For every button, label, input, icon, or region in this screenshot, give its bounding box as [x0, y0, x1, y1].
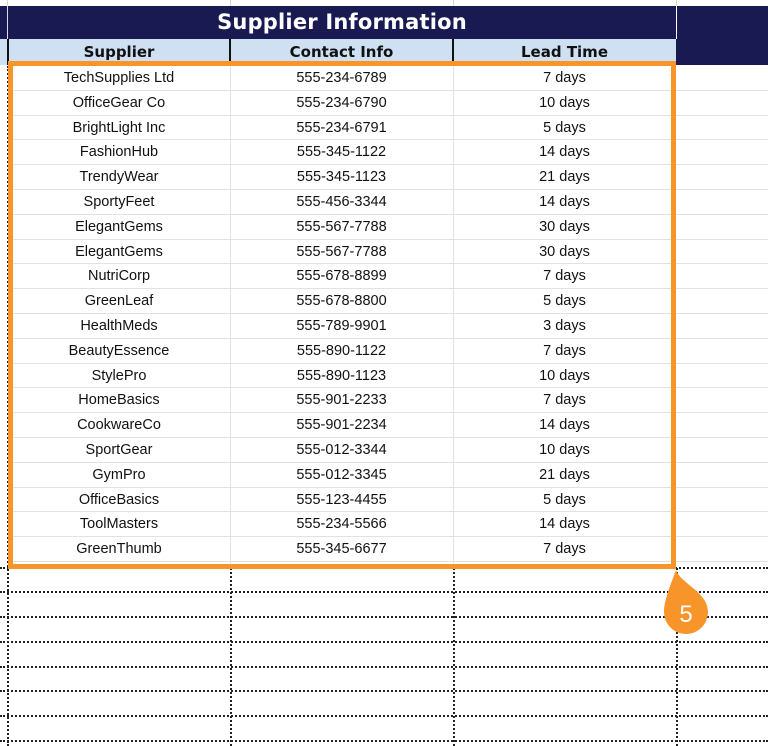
supplier-cell[interactable]: HomeBasics — [78, 392, 160, 409]
supplier-cell[interactable]: BeautyEssence — [68, 342, 170, 359]
lead-time-cell[interactable]: 10 days — [539, 442, 590, 458]
gridline — [0, 567, 768, 569]
gridline — [676, 139, 768, 140]
lead-time-cell[interactable]: 7 days — [543, 70, 586, 86]
table-row — [8, 264, 676, 289]
gridline — [676, 338, 768, 339]
gridline — [0, 690, 768, 692]
column-header-supplier[interactable]: Supplier — [83, 43, 155, 61]
gridline — [230, 568, 232, 746]
gridline — [676, 164, 768, 165]
contact-cell[interactable]: 555-123-4455 — [296, 491, 387, 508]
gridline — [0, 740, 768, 742]
gridline — [676, 189, 768, 190]
gridline — [0, 641, 768, 643]
contact-cell[interactable]: 555-567-7788 — [296, 243, 387, 260]
supplier-cell[interactable]: StylePro — [91, 367, 147, 384]
contact-cell[interactable]: 555-234-6789 — [296, 70, 387, 86]
lead-time-cell[interactable]: 7 days — [543, 342, 586, 359]
supplier-cell[interactable]: HealthMeds — [80, 318, 158, 334]
supplier-cell[interactable]: TrendyWear — [79, 169, 159, 186]
lead-time-cell[interactable]: 5 days — [543, 491, 586, 508]
contact-cell[interactable]: 555-234-6791 — [296, 119, 387, 136]
table-row — [8, 339, 676, 364]
contact-cell[interactable]: 555-678-8800 — [296, 293, 387, 310]
contact-cell[interactable]: 555-789-9901 — [296, 318, 387, 334]
table-row — [8, 488, 676, 513]
supplier-cell[interactable]: SportGear — [85, 442, 153, 458]
lead-time-cell[interactable]: 30 days — [539, 218, 590, 235]
table-row — [8, 240, 676, 265]
gridline — [676, 263, 768, 264]
lead-time-cell[interactable]: 14 days — [539, 417, 590, 434]
table-row — [8, 91, 676, 116]
table-row — [8, 364, 676, 389]
contact-cell[interactable]: 555-345-6677 — [296, 541, 387, 558]
gridline — [0, 715, 768, 717]
supplier-cell[interactable]: ToolMasters — [79, 516, 159, 533]
gridline — [453, 568, 455, 746]
supplier-cell[interactable]: ElegantGems — [75, 243, 163, 260]
supplier-cell[interactable]: GreenLeaf — [84, 293, 154, 310]
gridline — [676, 90, 768, 91]
gridline — [7, 66, 9, 746]
supplier-cell[interactable]: NutriCorp — [87, 268, 151, 285]
divider — [452, 39, 454, 65]
supplier-cell[interactable]: OfficeGear Co — [72, 94, 166, 111]
table-row — [8, 116, 676, 141]
table-row — [8, 289, 676, 314]
gridline — [676, 214, 768, 215]
divider — [229, 39, 231, 65]
contact-cell[interactable]: 555-345-1123 — [296, 169, 387, 186]
gridline — [676, 363, 768, 364]
table-row — [8, 413, 676, 438]
supplier-cell[interactable]: OfficeBasics — [78, 491, 160, 508]
lead-time-cell[interactable]: 10 days — [539, 94, 590, 111]
supplier-cell[interactable]: SportyFeet — [83, 194, 155, 210]
lead-time-cell[interactable]: 7 days — [543, 392, 586, 409]
contact-cell[interactable]: 555-678-8899 — [296, 268, 387, 285]
contact-cell[interactable]: 555-890-1123 — [296, 367, 387, 384]
table-row — [8, 66, 676, 91]
contact-cell[interactable]: 555-901-2234 — [296, 417, 387, 434]
header-fill — [676, 39, 768, 65]
table-row — [8, 537, 676, 562]
table-row — [8, 512, 676, 537]
lead-time-cell[interactable]: 7 days — [543, 541, 586, 558]
gridline — [676, 387, 768, 388]
gridline — [676, 288, 768, 289]
divider — [230, 66, 231, 568]
table-row — [8, 438, 676, 463]
table-row — [8, 190, 676, 215]
table-row — [8, 215, 676, 240]
lead-time-cell[interactable]: 14 days — [539, 194, 590, 210]
table-row — [8, 165, 676, 190]
supplier-cell[interactable]: ElegantGems — [75, 218, 163, 235]
contact-cell[interactable]: 555-012-3344 — [296, 442, 387, 458]
column-header-lead-time[interactable]: Lead Time — [521, 43, 608, 61]
contact-cell[interactable]: 555-234-5566 — [296, 516, 387, 533]
sheet-title[interactable]: Supplier Information — [217, 10, 467, 34]
supplier-cell[interactable]: BrightLight Inc — [72, 119, 166, 136]
lead-time-cell[interactable]: 21 days — [539, 466, 590, 483]
gridline — [0, 591, 768, 593]
table-row — [8, 463, 676, 488]
contact-cell[interactable]: 555-234-6790 — [296, 94, 387, 111]
table-row — [8, 314, 676, 339]
lead-time-cell[interactable]: 5 days — [543, 119, 586, 136]
lead-time-cell[interactable]: 30 days — [539, 243, 590, 260]
contact-cell[interactable]: 555-456-3344 — [296, 194, 387, 210]
divider — [676, 6, 677, 39]
lead-time-cell[interactable]: 7 days — [543, 268, 586, 285]
gridline — [676, 511, 768, 512]
gridline — [0, 666, 768, 668]
gridline — [676, 462, 768, 463]
column-header-contact-info[interactable]: Contact Info — [289, 43, 394, 61]
step-badge — [663, 570, 709, 636]
supplier-cell[interactable]: GreenThumb — [76, 541, 162, 558]
lead-time-cell[interactable]: 10 days — [539, 367, 590, 384]
lead-time-cell[interactable]: 5 days — [543, 293, 586, 310]
gridline — [676, 561, 768, 562]
lead-time-cell[interactable]: 14 days — [539, 516, 590, 533]
gridline — [676, 536, 768, 537]
table-row — [8, 140, 676, 165]
lead-time-cell[interactable]: 14 days — [539, 144, 590, 161]
table-row — [8, 388, 676, 413]
contact-cell[interactable]: 555-890-1122 — [296, 342, 387, 359]
divider — [7, 39, 9, 65]
teardrop-marker-icon — [663, 570, 709, 636]
gridline — [676, 487, 768, 488]
gridline — [676, 313, 768, 314]
divider — [453, 66, 454, 568]
supplier-cell[interactable]: TechSupplies Ltd — [63, 70, 175, 86]
gridline — [676, 115, 768, 116]
supplier-cell[interactable]: GymPro — [92, 466, 146, 483]
gridline — [676, 437, 768, 438]
contact-cell[interactable]: 555-345-1122 — [296, 144, 387, 161]
lead-time-cell[interactable]: 21 days — [539, 169, 590, 186]
gridline — [676, 412, 768, 413]
supplier-cell[interactable]: CookwareCo — [77, 417, 161, 434]
gridline — [676, 239, 768, 240]
gridline — [0, 616, 768, 618]
contact-cell[interactable]: 555-901-2233 — [296, 392, 387, 409]
contact-cell[interactable]: 555-567-7788 — [296, 218, 387, 235]
lead-time-cell[interactable]: 3 days — [543, 318, 586, 334]
supplier-cell[interactable]: FashionHub — [79, 144, 159, 161]
svg-text:5: 5 — [679, 601, 693, 628]
contact-cell[interactable]: 555-012-3345 — [296, 466, 387, 483]
